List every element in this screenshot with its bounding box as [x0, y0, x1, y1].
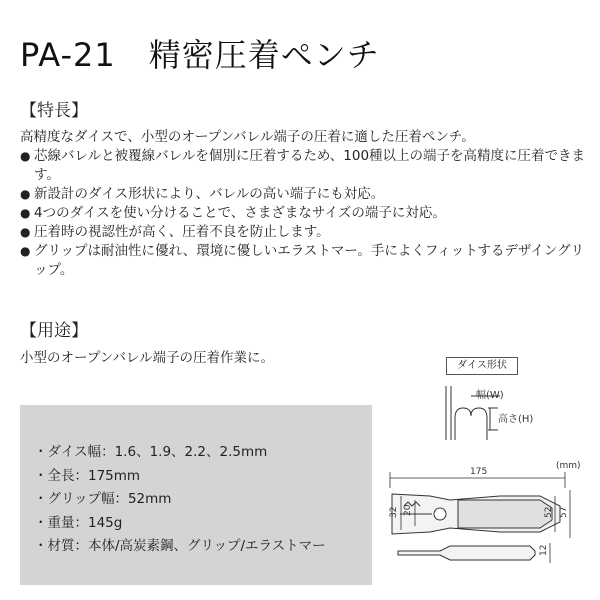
- width-label: 幅(W): [476, 390, 504, 401]
- pliers-side-view: [398, 543, 550, 563]
- spec-item: ・重量：145g: [34, 514, 123, 531]
- feature-item: ● 芯線バレルと被覆線バレルを個別に圧着するため、100種以上の端子を高精度に圧着できます。: [20, 147, 590, 185]
- die-shape-label: ダイス形状: [446, 357, 518, 375]
- feature-item: ● 新設計のダイス形状により、バレルの高い端子にも対応。: [20, 185, 590, 204]
- dim-32: 32: [389, 506, 399, 518]
- spec-item: ・材質：本体/高炭素鋼、グリップ/エラストマー: [34, 538, 326, 554]
- usage-heading: 【用途】: [20, 321, 88, 341]
- spec-item: ・ダイス幅：1.6、1.9、2.2、2.5mm: [34, 444, 268, 460]
- page-title: PA-21 精密圧着ペンチ: [20, 36, 380, 74]
- features-heading: 【特長】: [20, 101, 88, 121]
- feature-item: ● グリップは耐油性に優れ、環境に優しいエラストマー。手によくフィットするデザイングリップ。: [20, 242, 590, 280]
- dim-20: 20: [403, 504, 413, 516]
- unit-label: (mm): [556, 461, 581, 471]
- dim-57: 57: [559, 506, 569, 518]
- feature-item: ● 4つのダイスを使い分けることで、さまざまなサイズの端子に対応。: [20, 204, 590, 223]
- height-label: 高さ(H): [498, 414, 534, 425]
- feature-item: ● 圧着時の視認性が高く、圧着不良を防止します。: [20, 223, 590, 242]
- usage-text: 小型のオープンバレル端子の圧着作業に。: [20, 350, 275, 366]
- dim-12: 12: [539, 544, 549, 556]
- pliers-illustration: [392, 494, 560, 534]
- features-intro: 高精度なダイスで、小型のオープンバレル端子の圧着に適した圧着ペンチ。: [20, 129, 475, 145]
- spec-item: ・グリップ幅：52mm: [34, 491, 172, 507]
- length-value: 175: [470, 467, 488, 477]
- spec-item: ・全長：175mm: [34, 467, 141, 484]
- dim-52: 52: [544, 506, 554, 518]
